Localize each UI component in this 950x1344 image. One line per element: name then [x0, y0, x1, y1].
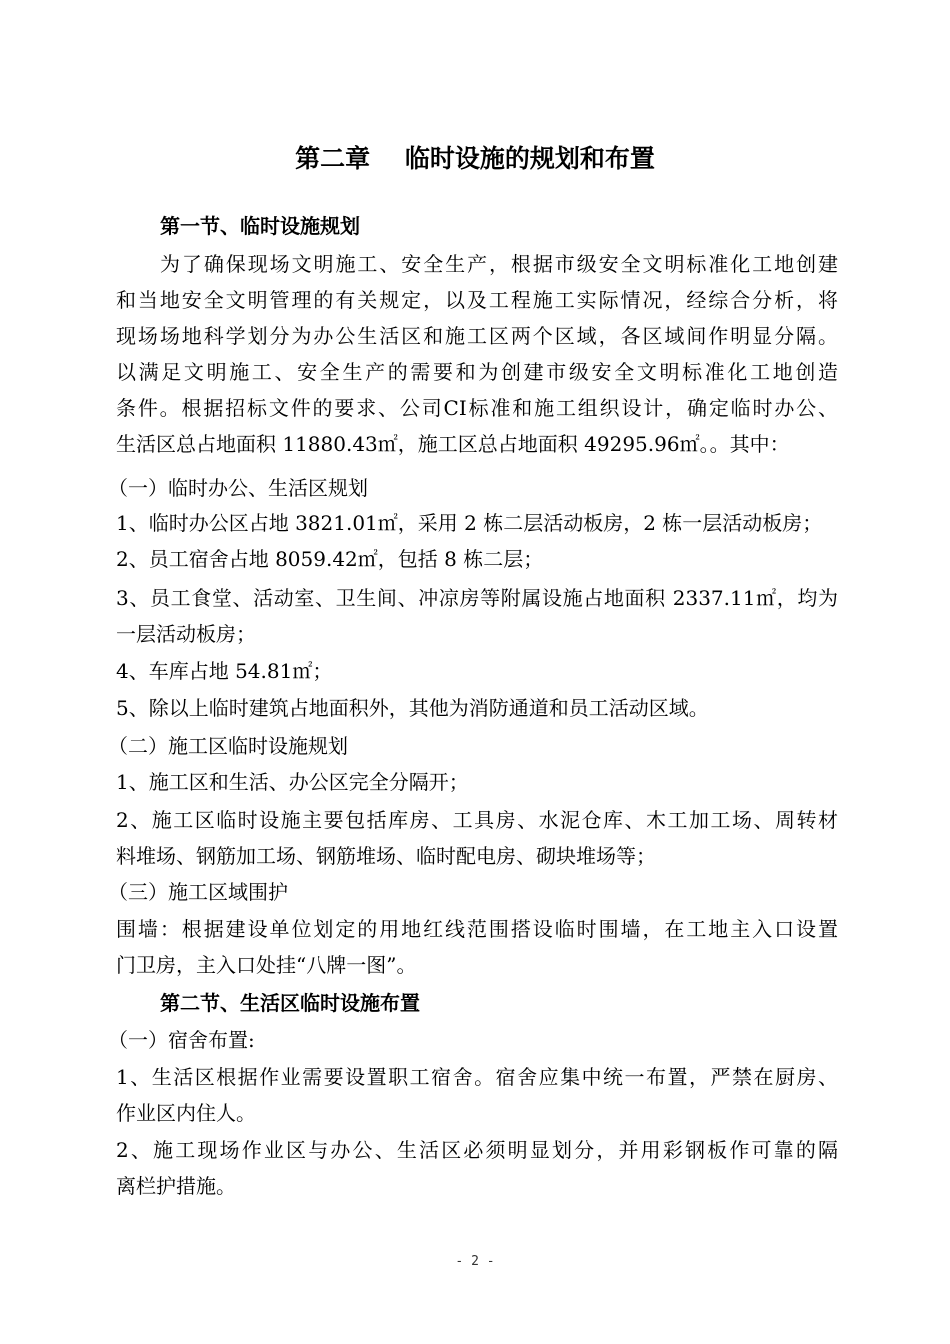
- list-item: 5、除以上临时建筑占地面积外，其他为消防通道和员工活动区域。: [116, 696, 709, 720]
- list-item: 料堆场、钢筋加工场、钢筋堆场、临时配电房、砌块堆场等；: [116, 844, 656, 868]
- list-item: 围墙：根据建设单位划定的用地红线范围搭设临时围墙，在工地主入口设置: [116, 917, 838, 941]
- list-item: 离栏护措施。: [116, 1174, 236, 1198]
- subsection-heading: （二）施工区临时设施规划: [108, 734, 348, 758]
- subsection-heading: （一）临时办公、生活区规划: [108, 476, 368, 500]
- subsection-heading: （三）施工区域围护: [108, 880, 288, 904]
- paragraph-line: 和当地安全文明管理的有关规定，以及工程施工实际情况，经综合分析，将: [116, 288, 838, 312]
- list-item: 3、员工食堂、活动室、卫生间、冲凉房等附属设施占地面积 2337.11㎡，均为: [116, 586, 838, 610]
- list-item: 作业区内住人。: [116, 1101, 256, 1125]
- paragraph-line: 现场场地科学划分为办公生活区和施工区两个区域，各区域间作明显分隔。: [116, 324, 838, 348]
- section-title: 第一节、临时设施规划: [160, 214, 360, 238]
- subsection-heading: （一）宿舍布置:: [108, 1028, 255, 1052]
- paragraph-line: 条件。根据招标文件的要求、公司CI标准和施工组织设计，确定临时办公、: [116, 396, 838, 420]
- paragraph-line: 为了确保现场文明施工、安全生产，根据市级安全文明标准化工地创建: [160, 252, 838, 276]
- paragraph-line: 生活区总占地面积 11880.43㎡，施工区总占地面积 49295.96㎡。。其中：: [116, 432, 790, 456]
- list-item: 2、施工现场作业区与办公、生活区必须明显划分，并用彩钢板作可靠的隔: [116, 1138, 838, 1162]
- list-item: 一层活动板房；: [116, 622, 256, 646]
- list-item: 1、施工区和生活、办公区完全分隔开；: [116, 770, 469, 794]
- list-item: 2、员工宿舍占地 8059.42㎡，包括 8 栋二层；: [116, 547, 544, 571]
- list-item: 1、临时办公区占地 3821.01㎡，采用 2 栋二层活动板房，2 栋一层活动板房；: [116, 511, 823, 535]
- list-item: 2、施工区临时设施主要包括库房、工具房、水泥仓库、木工加工场、周转材: [116, 808, 838, 832]
- list-item: 1、生活区根据作业需要设置职工宿舍。宿舍应集中统一布置，严禁在厨房、: [116, 1065, 838, 1089]
- paragraph-line: 以满足文明施工、安全生产的需要和为创建市级安全文明标准化工地创造: [116, 360, 838, 384]
- list-item: 门卫房，主入口处挂“八牌一图”。: [116, 953, 417, 977]
- page-number: - 2 -: [455, 1254, 495, 1269]
- chapter-title: 第二章 临时设施的规划和布置: [295, 144, 655, 173]
- list-item: 4、车库占地 54.81㎡；: [116, 659, 333, 683]
- section-title: 第二节、生活区临时设施布置: [160, 991, 420, 1015]
